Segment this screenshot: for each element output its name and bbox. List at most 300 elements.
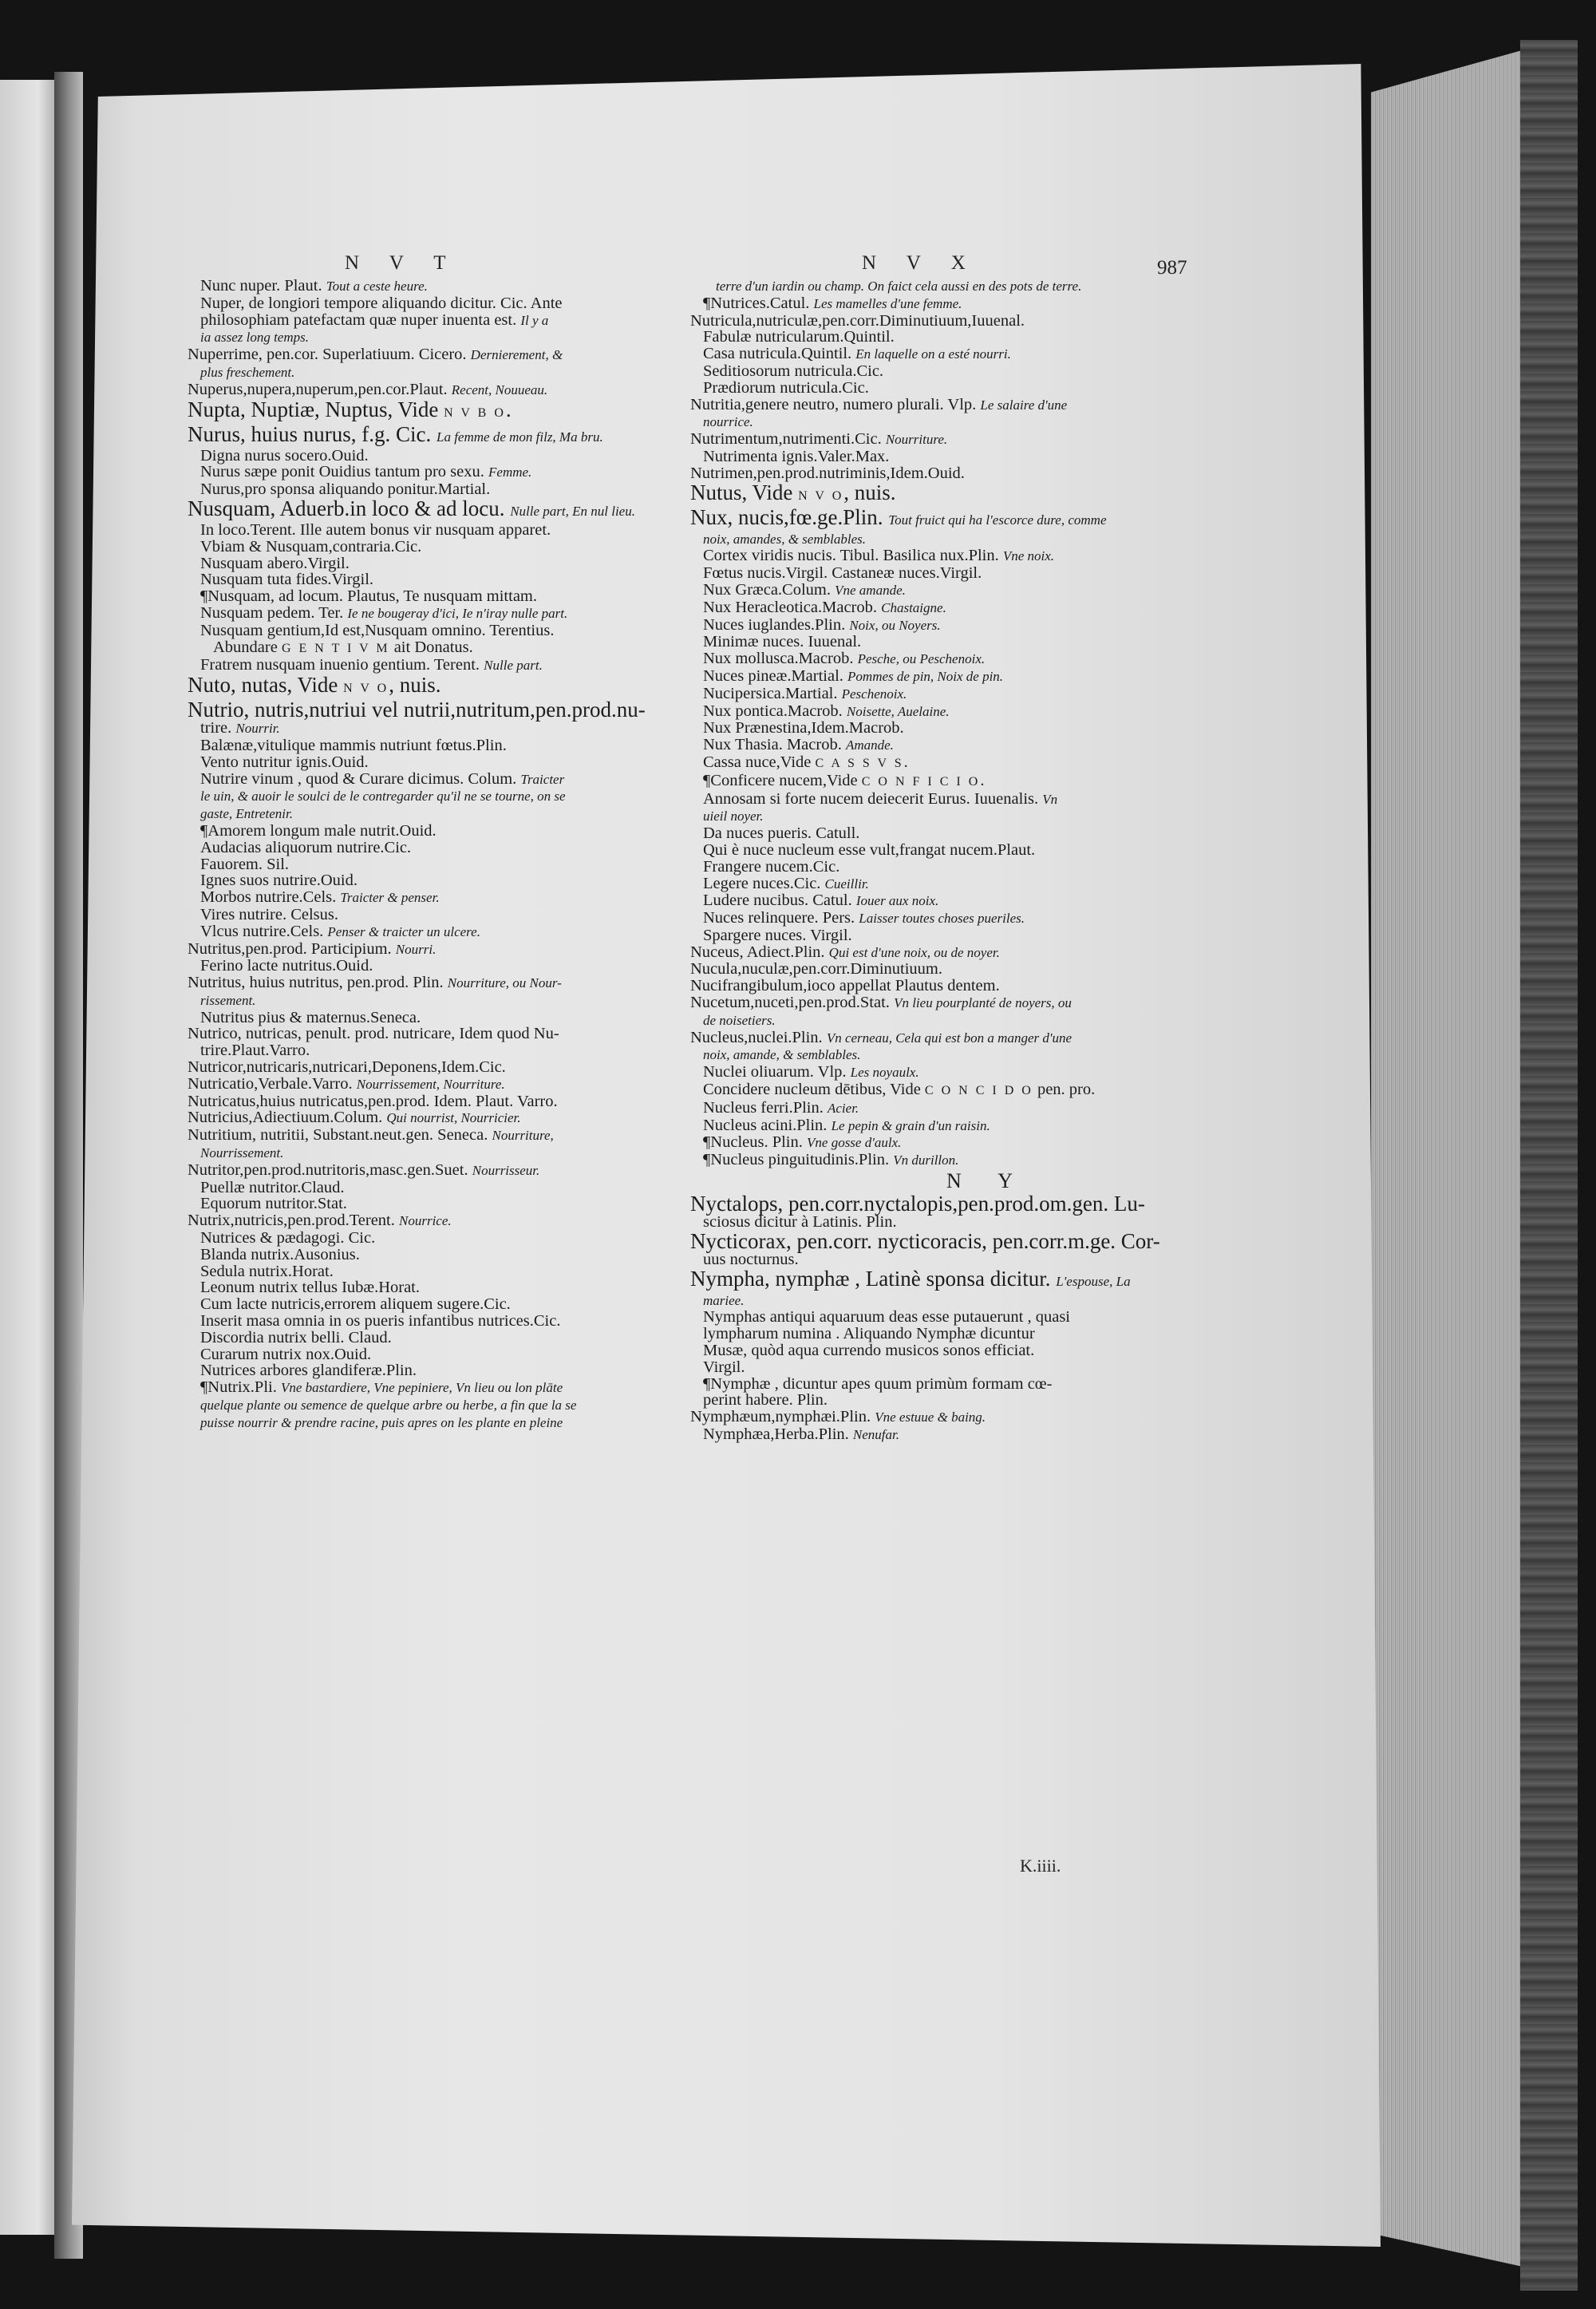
dictionary-line [188,346,662,364]
entry-text: Nuces pineæ.Martial. [703,666,848,685]
entry-text: Nutricius,Adiectiuum.Colum. [188,1109,387,1127]
french-gloss: Penser & traicter un ulcere. [327,923,480,939]
dictionary-line [188,1397,662,1414]
entry-text: Nutrio, [188,698,255,722]
dictionary-line [188,674,662,699]
dictionary-line [188,1076,662,1093]
entry-text: Nux Prænestina,Idem.Macrob. [703,719,904,737]
french-gloss: Chastaigne. [881,599,946,615]
page-number: 987 [1157,257,1187,279]
french-gloss: Noix, ou Noyers. [849,617,941,633]
entry-text: Sedula nutrix.Horat. [200,1262,334,1280]
entry-text: Nutrices & pædagogi. Cic. [200,1229,376,1247]
french-gloss: Traicter & penser. [340,890,440,906]
entry-text: Nutritus pius & maternus.Seneca. [200,1008,421,1026]
entry-text: sciosus dicitur à Latinis. Plin. [703,1213,897,1232]
dictionary-line [690,650,1165,668]
french-gloss: Pommes de pin, Noix de pin. [847,668,1004,684]
dictionary-line [690,737,1165,754]
entry-text: Nutrico, nutricas, penult. prod. nutricare, Idem quod Nu- [188,1025,559,1043]
entry-text: Cortex viridis nucis. Tibul. Basilica nux.Plin. [703,547,1003,565]
entry-text: Qui è nuce nucleum esse vult,frangat nucem.Plaut. [703,840,1036,859]
entry-text: Curarum nutrix nox.Ouid. [200,1345,372,1363]
dictionary-line [188,657,662,674]
entry-text: nucis,fœ.ge.Plin. [738,504,889,529]
dictionary-line [690,1359,1165,1376]
dictionary-line [690,531,1165,548]
entry-text: G E N T I V M [281,641,390,655]
entry-text: nutas, Vide [241,673,344,698]
french-gloss: Vn [1042,791,1058,807]
entry-text: Nutricor,nutricaris,nutricari,Deponens,Idem.Cic. [188,1058,506,1077]
entry-text: Nurus, [188,421,251,446]
entry-text: Nuclei oliuarum. Vlp. [703,1063,851,1081]
dictionary-line [690,617,1165,635]
dictionary-line [188,1109,662,1127]
dictionary-line [690,1228,1165,1253]
dictionary-line [690,565,1165,582]
french-gloss: Ie ne bougeray d'ici, Ie n'iray nulle part. [347,605,568,621]
entry-text: Digna nurus socero.Ouid. [200,446,369,465]
french-gloss: Acier. [828,1100,859,1116]
french-gloss: Vne amande. [835,582,906,598]
entry-text: Annosam si forte nucem deiecerit Eurus. Iuuenalis. [703,789,1043,808]
dictionary-line [690,1268,1165,1292]
dictionary-line [188,941,662,959]
entry-text: Fratrem nusquam inuenio gentium. Terent. [200,656,484,674]
dictionary-line [690,313,1165,330]
entry-text: Nux Thasia. Macrob. [703,736,846,754]
entry-text: Nusquam abero.Virgil. [200,554,350,572]
entry-text: Vires nutrire. Celsus. [200,905,338,923]
entry-text: Seditiosorum nutricula.Cic. [703,362,884,380]
dictionary-line [188,539,662,556]
entry-text: Cassa nuce,Vide [703,753,816,771]
french-gloss: Il y a [520,312,549,328]
entry-text: Vide [752,480,799,504]
french-gloss: terre d'un iardin ou champ. On faict cela aussi en des pots de terre. [716,279,1082,294]
entry-text: N V B O [444,405,506,420]
french-gloss: Nourrisseur. [472,1162,540,1178]
dictionary-line [188,1162,662,1180]
dictionary-line [188,571,662,588]
dictionary-line [690,773,1165,791]
french-gloss: Dernierement, & [470,347,563,363]
dictionary-line [188,771,662,789]
entry-text: . [980,771,985,789]
entry-text: Nux, [690,504,738,529]
french-gloss: Vne estuue & baing. [875,1410,986,1425]
french-gloss: Nulle part. [484,658,543,674]
dictionary-line [690,431,1165,449]
french-gloss: Nourriture, [492,1128,554,1144]
entry-text: Morbos nutrire.Cels. [200,888,341,907]
dictionary-line [188,1042,662,1059]
entry-text: pen. pro. [1033,1081,1096,1099]
dictionary-line [690,449,1165,465]
dictionary-line [690,1046,1165,1064]
dictionary-line [690,791,1165,809]
entry-text: , nuis. [843,480,896,504]
french-gloss: Tout a ceste heure. [326,279,428,294]
french-gloss: Vne gosse d'aulx. [807,1135,902,1151]
entry-text: Ignes suos nutrire.Ouid. [200,872,358,890]
french-gloss: Le salaire d'une [980,397,1068,413]
dictionary-line [690,1064,1165,1081]
dictionary-line [188,754,662,771]
entry-text: Nymphas antiqui aquaruum deas esse putauerunt , quasi [703,1308,1070,1326]
french-gloss: Le pepin & grain d'un raisin. [831,1117,990,1133]
french-gloss: Nourrissement. [200,1145,284,1161]
entry-text: Nuto, [188,673,242,698]
dictionary-line [690,1100,1165,1117]
dictionary-line [188,1279,662,1296]
entry-text: ¶Nucleus pinguitudinis.Plin. [703,1151,894,1169]
dictionary-line [188,737,662,754]
entry-text: Virgil. [703,1358,745,1376]
french-gloss: Noisette, Auelaine. [846,703,950,719]
french-gloss: La femme de mon filz, Ma bru. [437,429,603,445]
entry-text: Aduerb.in loco & ad locu. [279,496,511,520]
entry-text: Fœtus nucis.Virgil. Castaneæ nuces.Virgil. [703,564,982,583]
entry-text: C O N F I C I O [861,774,981,789]
entry-text: Nux mollusca.Macrob. [703,650,858,668]
dictionary-line [188,605,662,623]
entry-text: Fauorem. Sil. [200,855,290,873]
entry-text: ¶Nucleus. Plin. [703,1133,808,1152]
entry-text: trire.Plaut.Varro. [200,1042,310,1060]
french-gloss: Nourriture, ou Nour- [447,975,562,991]
dictionary-line [188,1414,662,1432]
dictionary-line [188,1362,662,1379]
french-gloss: Cueillir. [824,876,869,892]
dictionary-line [188,421,662,448]
entry-text: Nucleus,nuclei.Plin. [690,1028,827,1046]
entry-text: Nympha, [690,1266,776,1291]
dictionary-line [690,978,1165,994]
entry-text: Nutrire vinum , quod & Curare dicimus. Colum. [200,769,521,788]
dictionary-line [188,329,662,346]
dictionary-line [188,1247,662,1263]
french-gloss: nourrice. [703,414,753,430]
entry-text: Nutrimenta ignis.Valer.Max. [703,447,890,465]
french-gloss: Traicter [520,771,565,787]
french-gloss: Nourrir. [235,721,280,737]
entry-text: Nuces relinquere. Pers. [703,909,859,927]
entry-text: Nux Græca.Colum. [703,580,836,599]
dictionary-line [188,464,662,481]
dictionary-line [188,958,662,975]
french-gloss: Nourrice. [399,1213,452,1229]
french-gloss: Recent, Nouueau. [451,382,548,397]
dictionary-line [690,910,1165,927]
entry-text: N V O [343,682,389,696]
dictionary-line [188,1230,662,1247]
entry-text: lympharum numina . Aliquando Nymphæ dicuntur [703,1325,1035,1343]
entry-text: Nurus,pro sponsa aliquando ponitur.Martial. [200,480,491,499]
entry-text: ¶Conficere nucem,Vide [703,771,862,789]
dictionary-line [690,1392,1165,1409]
dictionary-line [690,1342,1165,1359]
dictionary-line [188,556,662,572]
dictionary-line [690,465,1165,482]
dictionary-line [188,1379,662,1397]
french-gloss: le uin, & auoir le soulci de le contregarder qu'il ne se tourne, on se [200,789,566,805]
dictionary-line [188,1059,662,1076]
french-gloss: Vne bastardiere, Vne pepiniere, Vn lieu ou lon plāte [280,1380,563,1396]
french-gloss: gaste, Entretenir. [200,806,293,822]
dictionary-line [690,754,1165,773]
dictionary-line [690,927,1165,944]
french-gloss: quelque plante ou semence de quelque arbre ou herbe, a fin que la se [200,1398,577,1413]
french-gloss: Nourrissement, Nourriture. [356,1076,505,1092]
dictionary-line [690,634,1165,650]
dictionary-line [188,1346,662,1363]
french-gloss: uieil noyer. [703,809,764,824]
dictionary-line [690,397,1165,414]
dictionary-line [690,1251,1165,1268]
book-cover-edge [1520,40,1578,2291]
french-gloss: puisse nourrir & prendre racine, puis apres on les plante en pleine [200,1414,563,1430]
entry-text: Nurus sæpe ponit Ouidius tantum pro sexu. [200,463,489,481]
french-gloss: Les mamelles d'une femme. [813,295,962,311]
entry-text: Inserit masa omnia in os pueris infantibus nutrices.Cic. [200,1312,561,1330]
dictionary-line [188,992,662,1010]
entry-text: Nutritium, nutritii, Substant.neut.gen. Seneca. [188,1126,492,1145]
dictionary-line [188,1026,662,1042]
entry-text: Vbiam & Nusquam,contraria.Cic. [200,537,422,556]
dictionary-line [690,1214,1165,1231]
dictionary-line [690,548,1165,565]
french-gloss: plus freschement. [200,364,295,380]
entry-text: Blanda nutrix.Ausonius. [200,1245,360,1263]
dictionary-line [690,1152,1165,1169]
entry-text: nymphæ , Latinè sponsa dicitur. [775,1266,1057,1291]
entry-text: Casa nutricula.Quintil. [703,345,856,363]
dictionary-line [690,994,1165,1012]
entry-text: Nutrimentum,nutrimenti.Cic. [690,430,886,449]
entry-text: N V O [798,488,844,503]
entry-text: Nucetum,nuceti,pen.prod.Stat. [690,994,895,1012]
entry-text: ait Donatus. [389,638,473,656]
entry-text: Minimæ nuces. Iuuenal. [703,633,862,651]
entry-text: Nupta, Nuptiæ, Nuptus, [188,397,398,421]
french-gloss: L'espouse, La [1056,1273,1131,1289]
dictionary-line [188,1313,662,1330]
entry-text: Ludere nucibus. Catul. [703,892,856,910]
dictionary-line [188,588,662,605]
entry-text: Nuperus,nupera,nuperum,pen.cor.Plaut. [188,380,452,398]
dictionary-line [188,1180,662,1196]
entry-text: Nucula,nuculæ,pen.corr.Diminutiuum. [690,960,942,979]
dictionary-line [188,1145,662,1162]
dictionary-line [188,382,662,399]
dictionary-column-right [690,278,1165,1444]
dictionary-line [690,582,1165,599]
dictionary-line [188,856,662,873]
entry-text: Nycticorax, [690,1228,797,1253]
dictionary-line [188,1263,662,1280]
french-gloss: Qui nourrist, Nourricier. [386,1110,521,1126]
dictionary-line [188,1196,662,1212]
entry-text: Concidere nucleum dētibus, Vide [703,1081,925,1099]
entry-text: ¶Amorem longum male nutrit.Ouid. [200,821,437,840]
dictionary-line [690,1426,1165,1444]
dictionary-line [188,498,662,522]
dictionary-line [188,823,662,840]
dictionary-line [188,720,662,737]
entry-text: Nutrimen,pen.prod.nutriminis,Idem.Ouid. [690,464,965,482]
entry-text: Nutus, [690,480,753,504]
entry-text: Prædiorum nutricula.Cic. [703,378,869,397]
french-gloss: Iouer aux noix. [855,893,939,909]
dictionary-line [690,278,1165,295]
dictionary-line [188,889,662,907]
dictionary-line [690,1409,1165,1426]
french-gloss: Pesche, ou Peschenoix. [857,651,986,667]
dictionary-line [690,1081,1165,1100]
dictionary-line [188,295,662,312]
dictionary-line [690,842,1165,859]
entry-text: Nuperrime, pen.cor. Superlatiuum. Cicero. [188,346,471,364]
french-gloss: Les noyaulx. [850,1065,919,1081]
entry-text: Nutricula,nutriculæ,pen.corr.Diminutiuum,Iuuenal. [690,311,1025,330]
entry-text: Nutricatio,Verbale.Varro. [188,1074,357,1093]
dictionary-line [690,346,1165,363]
dictionary-line [690,1134,1165,1152]
dictionary-line [690,329,1165,346]
entry-text: Nuceus, Adiect.Plin. [690,943,829,961]
entry-text: Nutrices arbores glandiferæ.Plin. [200,1362,417,1380]
entry-text: Puellæ nutritor.Claud. [200,1178,345,1196]
french-gloss: Nulle part, En nul lieu. [510,503,635,519]
entry-text: C A S S V S [815,756,904,770]
dictionary-column-left [188,278,662,1432]
dictionary-line [690,703,1165,721]
entry-text: Abundare [213,638,282,656]
entry-text: ¶Nusquam, ad locum. Plautus, Te nusquam mittam. [200,587,537,606]
french-gloss: Nourriture. [885,432,948,448]
dictionary-line [690,1376,1165,1393]
dictionary-line [690,1292,1165,1310]
dictionary-line [188,1330,662,1346]
entry-text: Musæ, quòd aqua currendo musicos sonos efficiat. [703,1342,1035,1360]
printer-signature: K.iiii. [1020,1856,1061,1876]
dictionary-line [690,1193,1165,1214]
entry-text: Vento nutritur ignis.Ouid. [200,753,369,771]
dictionary-line [690,380,1165,397]
dictionary-line [690,961,1165,978]
entry-text: Nusquam tuta fides.Virgil. [200,571,374,589]
section-heading: N Y [946,1169,1029,1193]
french-gloss: Peschenoix. [841,686,907,702]
entry-text: Nusquam gentium,Id est,Nusquam omnino. Terentius. [200,621,555,639]
entry-text: nutris,nutriui vel nutrii,nutritum,pen.prod.nu- [255,698,646,722]
french-gloss: Nourri. [395,941,437,957]
entry-text: pen.corr. nycticoracis, pen.corr.m.ge. Cor- [796,1228,1160,1253]
dictionary-line [188,923,662,941]
entry-text: huius nurus, f.g. Cic. [251,421,437,446]
dictionary-line [690,944,1165,962]
entry-text: C O N C I D O [924,1084,1033,1098]
entry-text: ¶Nymphæ , dicuntur apes quum primùm formam cœ- [703,1374,1053,1393]
dictionary-line [690,1117,1165,1135]
french-gloss: mariee. [703,1292,745,1308]
entry-text: Nux pontica.Macrob. [703,702,847,720]
french-gloss: noix, amande, & semblables. [703,1047,861,1063]
dictionary-line [188,639,662,658]
entry-text: Nusquam, [188,496,280,520]
entry-text: Nuper, de longiori tempore aliquando dicitur. Cic. Ante [200,294,563,312]
entry-text: Da nuces pueris. Catull. [703,824,860,843]
dictionary-line [690,859,1165,876]
dictionary-line [188,1127,662,1145]
dictionary-line [188,788,662,805]
entry-text: Vlcus nutrire.Cels. [200,922,328,940]
entry-text: Nyctalops, [690,1192,788,1216]
french-gloss: ia assez long temps. [200,330,309,346]
entry-text: Nutritia,genere neutro, numero plurali. Vlp. [690,395,981,413]
french-gloss: Laisser toutes choses pueriles. [859,911,1025,927]
french-gloss: Vn durillon. [893,1153,959,1168]
entry-text: . [505,397,512,421]
dictionary-line [188,623,662,639]
french-gloss: de noisetiers. [703,1012,776,1028]
entry-text: Discordia nutrix belli. Claud. [200,1328,392,1346]
entry-text: Equorum nutritor.Stat. [200,1195,347,1213]
entry-text: Nutricatus,huius nutricatus,pen.prod. Idem. Plaut. Varro. [188,1092,558,1110]
french-gloss: noix, amandes, & semblables. [703,531,866,547]
entry-text: ¶Nutrix.Pli. [200,1378,281,1397]
dictionary-line [690,1030,1165,1047]
dictionary-line [690,482,1165,507]
dictionary-line [188,278,662,295]
french-gloss: rissement. [200,992,256,1008]
dictionary-line [188,872,662,889]
page-stack-edges [1371,48,1531,2267]
entry-text: Nutritor,pen.prod.nutritoris,masc.gen.Suet. [188,1160,472,1179]
dictionary-line [188,1296,662,1313]
entry-text: Nutritus, huius nutritus, pen.prod. Plin. [188,974,448,992]
french-gloss: Amande. [845,737,894,753]
entry-text: philosophiam patefactam quæ nuper inuenta est. [200,310,521,329]
french-gloss: Femme. [488,465,532,480]
dictionary-line [188,364,662,382]
dictionary-line [188,805,662,823]
dictionary-line [188,399,662,424]
running-head-left: N V T [345,252,459,274]
dictionary-line [690,686,1165,703]
dictionary-line [690,1012,1165,1030]
dictionary-line [188,699,662,720]
dictionary-line [690,892,1165,910]
dictionary-line [188,1093,662,1110]
entry-text: Nucifrangibulum,ioco appellat Plautus dentem. [690,977,1000,995]
dictionary-line [690,876,1165,893]
dictionary-line [188,840,662,856]
dictionary-line [188,312,662,330]
entry-text: perint habere. Plin. [703,1391,828,1410]
dictionary-line [690,504,1165,531]
dictionary-line [188,522,662,539]
entry-text: Nymphæa,Herba.Plin. [703,1425,853,1444]
entry-text: Cum lacte nutricis,errorem aliquem sugere.Cic. [200,1295,511,1314]
running-head-right: N V X [862,252,978,274]
entry-text: Nymphæum,nymphæi.Plin. [690,1408,875,1426]
entry-text: Nucipersica.Martial. [703,684,842,702]
dictionary-line [690,363,1165,380]
entry-text: Nucleus acini.Plin. [703,1116,832,1134]
